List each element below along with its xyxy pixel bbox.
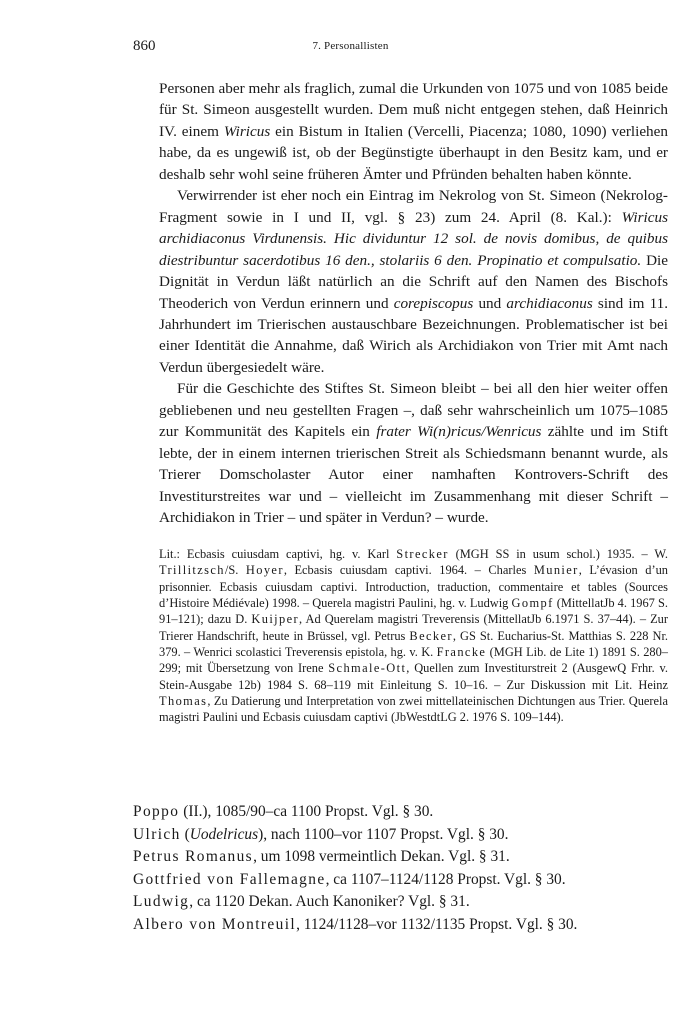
- paragraph: [159, 185, 668, 378]
- italic-text: Wiricus archidiaconus Virdunensis. Hic dividuntur 12 sol. de novis domibus, de quibus diestribuntur sacerdotibus 16 den., stolariis 6 den. Propinatio et compulsatio.: [159, 208, 668, 269]
- text-run: ein Bistum in Italien (Vercelli, Piacenza; 1080, 1090) verliehen habe, da es ungewiß ist, ob der Begünstigte überhaupt in den Besitz kam, und er deshalb sehr wohl seine früheren Ämter und Pfründen behalten haben könnte.: [159, 122, 668, 183]
- spaced-name: Petrus Romanus: [133, 848, 254, 865]
- text-run: sind im 11. Jahrhundert im Trierischen austauschbare Bezeichnungen. Problematischer ist bei einer Identität die Annahme, daß Wirich als Archidiakon von Trier mit Amt nach Verdun übergesiedelt wäre.: [159, 294, 668, 376]
- text-run: , 1124/1128–vor 1132/1135 Propst. Vgl. § 30.: [296, 915, 578, 933]
- italic-text: Uodelricus: [189, 825, 259, 843]
- text-run: (: [180, 825, 190, 843]
- main-text: [159, 78, 668, 529]
- person-entry: [133, 846, 673, 869]
- spaced-name: Ludwig: [133, 893, 190, 910]
- person-entry: [133, 801, 673, 824]
- running-title: 7. Personallisten: [312, 40, 389, 52]
- paragraph: [159, 78, 668, 185]
- text-run: , um 1098 vermeintlich Dekan. Vgl. § 31.: [253, 848, 510, 865]
- text-run: Für die Geschichte des Stiftes St. Simeon bleibt – bei all den hier weiter offen gebliebenen und neu gestellten Fragen –, daß sehr wahrscheinlich um 1075–1085 zur Kommunität des Kapitels ein: [159, 380, 668, 441]
- text-run: zählte und im Stift lebte, der in einem internen trierischen Streit als Schiedsmann benannt wurde, als Trierer Domscholaster Autor einer namhaften Kontrovers-Schrift des Investiturstreites war und – vielleicht im Zusammenhang mit dieser Schrift – Archidiakon in Trier – und später in Verdun? – wurde.: [159, 423, 668, 527]
- italic-text: frater Wi(n)ricus/Wenricus: [376, 423, 542, 441]
- spaced-name: Kuijper: [251, 612, 300, 627]
- italic-text: Wiricus: [223, 122, 271, 140]
- page-number: 860: [133, 38, 156, 54]
- italic-text: archidiaconus: [506, 294, 593, 312]
- text-run: Die Dignität in Verdun läßt natürlich an die Schrift auf den Namen des Bischofs Theoderich von Verdun erinnern und: [159, 251, 668, 312]
- text-run: , Zu Datierung und Interpretation von zwei mittellateinischen Dichtungen aus Trier. Querela magistri Paulini und Ecbasis cuiusdam captivi (JbWestdtLG 2. 1976 S. 109–144).: [159, 694, 668, 725]
- italic-text: corepiscopus: [393, 294, 474, 312]
- spaced-name: Francke: [436, 645, 487, 660]
- text-run: Lit.: Ecbasis cuiusdam captivi, hg. v. Karl: [159, 547, 397, 561]
- text-run: , Quellen zum Investiturstreit 2 (AusgewQ Frhr. v. Stein-Ausgabe 12b) 1984 S. 68–119 mit Einleitung S. 10–16. – Zur Diskussion mit Lit. Heinz: [159, 661, 668, 692]
- spaced-name: Poppo: [133, 803, 180, 820]
- person-entry: [133, 824, 673, 847]
- text-run: , GS St. Eucharius-St. Matthias S. 228 Nr. 379. – Wenrici scolastici Treverensis epistola, hg. v. K.: [159, 628, 669, 660]
- person-entry: [133, 869, 673, 892]
- person-list: [133, 801, 673, 936]
- text-run: (MittellatJb 4. 1967 S. 91–121); dazu D.: [159, 596, 668, 627]
- text-run: ), nach 1100–vor 1107 Propst. Vgl. § 30.: [258, 825, 509, 843]
- spaced-name: Strecker: [396, 547, 449, 561]
- text-run: Verwirrender ist eher noch ein Eintrag im Nekrolog von St. Simeon (Nekrolog-Fragment sowie in I und II, vgl. § 23) zum 24. April (8. Kal.):: [159, 187, 668, 226]
- spaced-name: Munier: [533, 563, 579, 578]
- spaced-name: Schmale-Ott: [328, 661, 407, 676]
- page-header: [133, 38, 568, 56]
- text-run: (MGH Lib. de Lite 1) 1891 S. 280–299; mit Übersetzung von Irene: [159, 645, 668, 676]
- spaced-name: Albero von Montreuil: [133, 915, 297, 933]
- text-run: , Ecbasis cuiusdam captivi. 1964. – Charles: [283, 563, 534, 578]
- text-run: , ca 1120 Dekan. Auch Kanoniker? Vgl. § 31.: [189, 893, 470, 910]
- text-run: (MGH SS in usum schol.) 1935. – W.: [448, 547, 668, 561]
- person-entry: [133, 891, 673, 914]
- text-run: , Ad Querelam magistri Treverensis (MittellatJb 6.1971 S. 37–44). – Zur Trierer Handschrift, heute in Brüssel, vgl. Petrus: [159, 612, 668, 643]
- spaced-name: Hoyer: [245, 563, 284, 578]
- text-run: und: [473, 294, 507, 312]
- text-run: , L’évasion d’un prisonnier. Ecbasis cuiusdam captivi. Introduction, traduction, commentaire et tables (Sources d’Histoire Médiévale) 1998. – Querela magistri Paulini, hg. v. Ludwig: [159, 563, 669, 611]
- text-run: , ca 1107–1124/1128 Propst. Vgl. § 30.: [325, 870, 566, 888]
- spaced-name: Ulrich: [133, 825, 181, 843]
- spaced-name: Trillitzsch: [159, 563, 225, 578]
- paragraph: [159, 378, 668, 528]
- spaced-name: Gompf: [511, 596, 554, 611]
- person-entry: [133, 914, 673, 937]
- spaced-name: Thomas: [159, 694, 208, 709]
- spaced-name: Gottfried von Fallemagne: [133, 870, 326, 888]
- literature-note: [159, 546, 668, 726]
- text-run: (II.), 1085/90–ca 1100 Propst. Vgl. § 30.: [179, 803, 434, 820]
- text-run: Personen aber mehr als fraglich, zumal die Urkunden von 1075 und von 1085 beide für St. Simeon ausgestellt wurden. Dem muß nicht entgegen stehen, daß Heinrich IV. einem: [159, 80, 668, 140]
- text-run: /S.: [224, 563, 246, 578]
- spaced-name: Becker: [409, 628, 453, 643]
